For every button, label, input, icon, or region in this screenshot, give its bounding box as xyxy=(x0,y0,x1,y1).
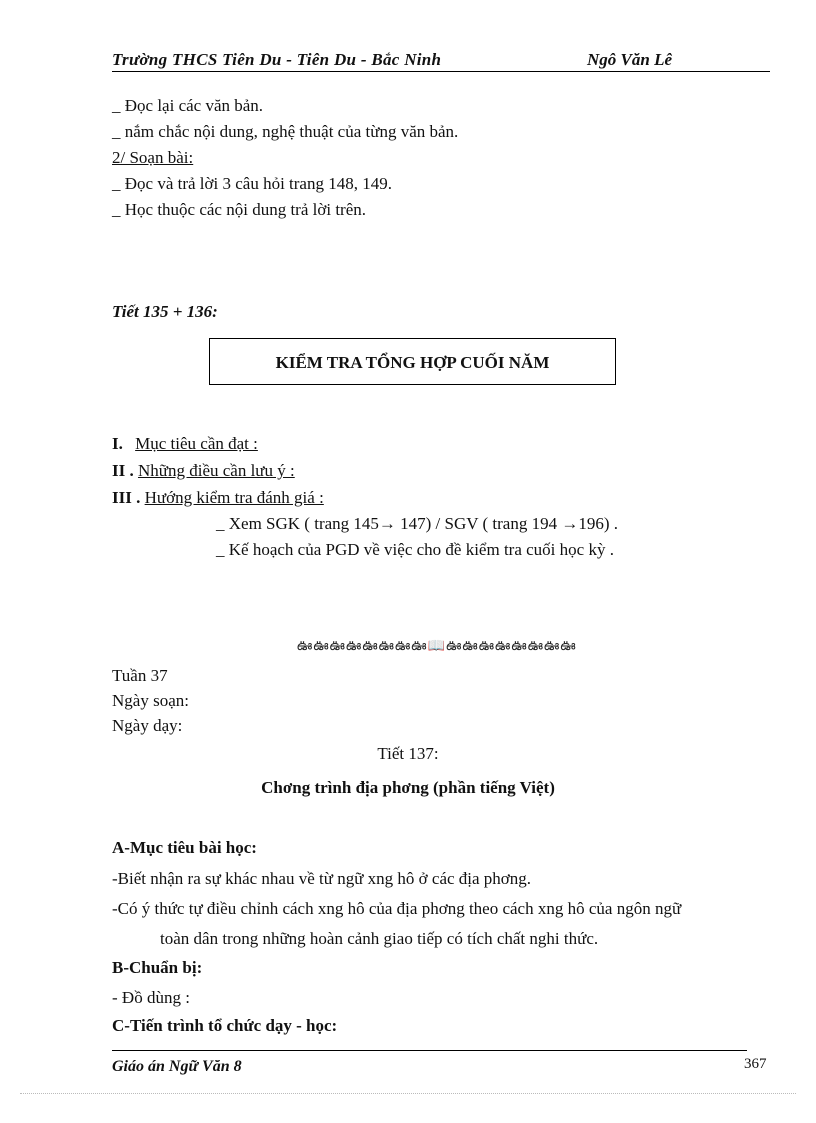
header-school: Trường THCS Tiên Du - Tiên Du - Bắc Ninh xyxy=(112,50,442,69)
page-bottom-edge xyxy=(20,1093,796,1094)
homework-section-title: 2/ Soạn bài: xyxy=(112,148,194,167)
lesson-period: Tiết 135 + 136: xyxy=(112,302,218,321)
teach-date-label: Ngày dạy: xyxy=(112,716,183,735)
lesson-title: KIỂM TRA TỔNG HỢP CUỐI NĂM xyxy=(275,353,550,372)
week-label: Tuần 37 xyxy=(112,666,168,685)
prep-line: _ Học thuộc các nội dung trả lời trên. xyxy=(112,200,366,219)
prep-line: _ Đọc và trả lời 3 câu hỏi trang 148, 149. xyxy=(112,174,392,193)
guidance-line: _ Xem SGK ( trang 145→ 147) / SGV ( trang 194 →196) . xyxy=(216,514,618,533)
prep-date-label: Ngày soạn: xyxy=(112,691,189,710)
prep-title: B-Chuẩn bị: xyxy=(112,958,203,977)
section-label: Mục tiêu cần đạt : xyxy=(135,434,258,453)
section-number: II . xyxy=(112,461,134,480)
section-label: Những điều cần lưu ý : xyxy=(137,461,295,480)
lesson-title-box xyxy=(209,338,616,385)
section-number: I. xyxy=(112,434,123,453)
homework-line: _ Đọc lại các văn bản. xyxy=(112,96,264,115)
guidance-line: _ Kế hoạch của PGD về việc cho đề kiểm tra cuối học kỳ . xyxy=(216,540,614,559)
section-heading xyxy=(112,461,295,481)
objective-line: -Có ý thức tự điều chỉnh cách xng hô của địa phơng theo cách xng hô của ngôn ngữ xyxy=(112,899,682,918)
header-author: Ngô Văn Lê xyxy=(587,50,672,69)
homework-line: _ nắm chắc nội dung, nghệ thuật của từng văn bản. xyxy=(112,122,459,141)
section-number: III . xyxy=(112,488,141,507)
objective-line: -Biết nhận ra sự khác nhau về từ ngữ xng hô ở các địa phơng. xyxy=(112,869,532,888)
process-title: C-Tiến trình tổ chức dạy - học: xyxy=(112,1016,338,1035)
footer-title: Giáo án Ngữ Văn 8 xyxy=(112,1058,242,1075)
objective-line: toàn dân trong những hoàn cảnh giao tiếp có tích chất nghi thức. xyxy=(160,929,599,948)
section-heading xyxy=(112,488,324,508)
lesson-period: Tiết 137: xyxy=(377,744,439,763)
ornament-divider: ఊఊఊఊఊఊఊఊ📖ఊఊఊఊఊఊఊఊ xyxy=(297,639,577,654)
section-label: Hướng kiểm tra đánh giá : xyxy=(144,488,324,507)
prep-item: - Đồ dùng : xyxy=(112,988,190,1007)
objectives-title: A-Mục tiêu bài học: xyxy=(112,838,257,857)
lesson-title: Chơng trình địa phơng (phần tiếng Việt) xyxy=(261,778,555,797)
footer-rule xyxy=(112,1050,747,1051)
section-heading xyxy=(112,434,258,454)
page-number: 367 xyxy=(744,1056,767,1072)
header-rule xyxy=(112,71,770,72)
